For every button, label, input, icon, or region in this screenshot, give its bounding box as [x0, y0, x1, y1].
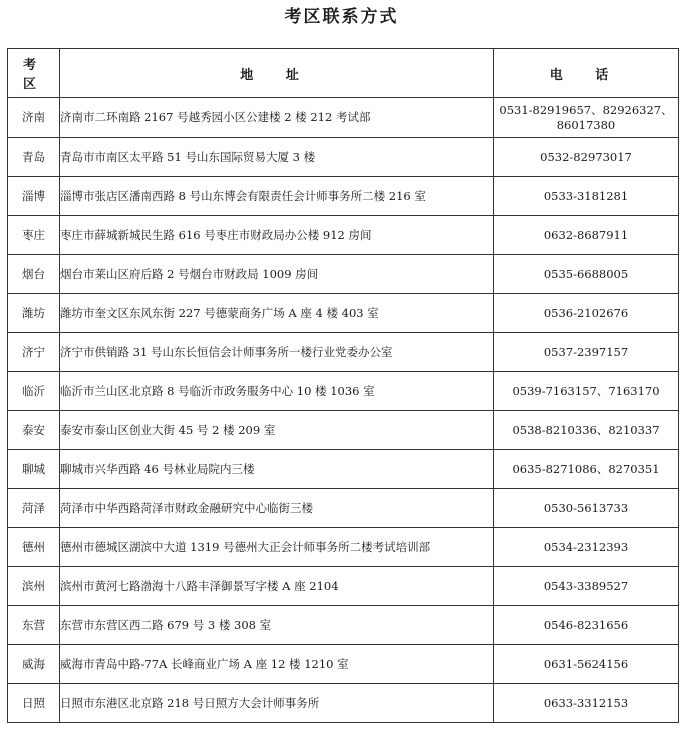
table-row — [8, 255, 679, 294]
region-cell: 淄博 — [8, 177, 60, 216]
phone-cell: 0536-2102676 — [494, 294, 679, 333]
table-row — [8, 567, 679, 606]
address-cell: 临沂市兰山区北京路 8 号临沂市政务服务中心 10 楼 1036 室 — [60, 372, 494, 411]
table-row — [8, 528, 679, 567]
address-cell: 滨州市黄河七路渤海十八路丰泽御景写字楼 A 座 2104 — [60, 567, 494, 606]
region-cell: 济南 — [8, 98, 60, 138]
region-cell: 泰安 — [8, 411, 60, 450]
phone-cell: 0535-6688005 — [494, 255, 679, 294]
table-row — [8, 294, 679, 333]
address-cell: 潍坊市奎文区东风东街 227 号德蒙商务广场 A 座 4 楼 403 室 — [60, 294, 494, 333]
table-row — [8, 333, 679, 372]
region-cell: 威海 — [8, 645, 60, 684]
address-cell: 威海市青岛中路-77A 长峰商业广场 A 座 12 楼 1210 室 — [60, 645, 494, 684]
table-row — [8, 606, 679, 645]
phone-cell: 0635-8271086、8270351 — [494, 450, 679, 489]
table-row — [8, 138, 679, 177]
header-phone: 电 话 — [494, 49, 679, 98]
table-row — [8, 216, 679, 255]
table-row — [8, 177, 679, 216]
table-row — [8, 489, 679, 528]
page-title: 考区联系方式 — [284, 7, 399, 27]
phone-cell: 0633-3312153 — [494, 684, 679, 723]
address-cell: 济南市二环南路 2167 号越秀园小区公建楼 2 楼 212 考试部 — [60, 98, 494, 138]
region-cell: 青岛 — [8, 138, 60, 177]
phone-cell: 0537-2397157 — [494, 333, 679, 372]
contacts-table — [7, 48, 679, 723]
phone-cell: 0534-2312393 — [494, 528, 679, 567]
address-cell: 枣庄市薛城新城民生路 616 号枣庄市财政局办公楼 912 房间 — [60, 216, 494, 255]
phone-cell: 0632-8687911 — [494, 216, 679, 255]
address-cell: 聊城市兴华西路 46 号林业局院内三楼 — [60, 450, 494, 489]
phone-cell: 0543-3389527 — [494, 567, 679, 606]
region-cell: 东营 — [8, 606, 60, 645]
region-cell: 聊城 — [8, 450, 60, 489]
region-cell: 烟台 — [8, 255, 60, 294]
region-cell: 德州 — [8, 528, 60, 567]
region-cell: 济宁 — [8, 333, 60, 372]
address-cell: 日照市东港区北京路 218 号日照方大会计师事务所 — [60, 684, 494, 723]
table-row — [8, 645, 679, 684]
table-row — [8, 98, 679, 138]
region-cell: 枣庄 — [8, 216, 60, 255]
region-cell: 临沂 — [8, 372, 60, 411]
header-address: 地 址 — [60, 49, 494, 98]
address-cell: 东营市东营区西二路 679 号 3 楼 308 室 — [60, 606, 494, 645]
table-row — [8, 372, 679, 411]
address-cell: 泰安市泰山区创业大街 45 号 2 楼 209 室 — [60, 411, 494, 450]
phone-cell: 0631-5624156 — [494, 645, 679, 684]
address-cell: 烟台市莱山区府后路 2 号烟台市财政局 1009 房间 — [60, 255, 494, 294]
address-cell: 淄博市张店区潘南西路 8 号山东博会有限责任会计师事务所二楼 216 室 — [60, 177, 494, 216]
table-header-row — [8, 49, 679, 98]
header-region: 考 区 — [8, 49, 60, 98]
table-row — [8, 450, 679, 489]
address-cell: 济宁市供销路 31 号山东长恒信会计师事务所一楼行业党委办公室 — [60, 333, 494, 372]
region-cell: 滨州 — [8, 567, 60, 606]
table-row — [8, 411, 679, 450]
phone-cell: 0532-82973017 — [494, 138, 679, 177]
address-cell: 青岛市市南区太平路 51 号山东国际贸易大厦 3 楼 — [60, 138, 494, 177]
phone-cell: 0531-82919657、82926327、86017380 — [494, 98, 679, 138]
phone-cell: 0546-8231656 — [494, 606, 679, 645]
phone-cell: 0530-5613733 — [494, 489, 679, 528]
table-row — [8, 684, 679, 723]
region-cell: 菏泽 — [8, 489, 60, 528]
address-cell: 德州市德城区湖滨中大道 1319 号德州大正会计师事务所二楼考试培训部 — [60, 528, 494, 567]
region-cell: 日照 — [8, 684, 60, 723]
address-cell: 菏泽市中华西路菏泽市财政金融研究中心临街三楼 — [60, 489, 494, 528]
region-cell: 潍坊 — [8, 294, 60, 333]
phone-cell: 0539-7163157、7163170 — [494, 372, 679, 411]
phone-cell: 0533-3181281 — [494, 177, 679, 216]
phone-cell: 0538-8210336、8210337 — [494, 411, 679, 450]
